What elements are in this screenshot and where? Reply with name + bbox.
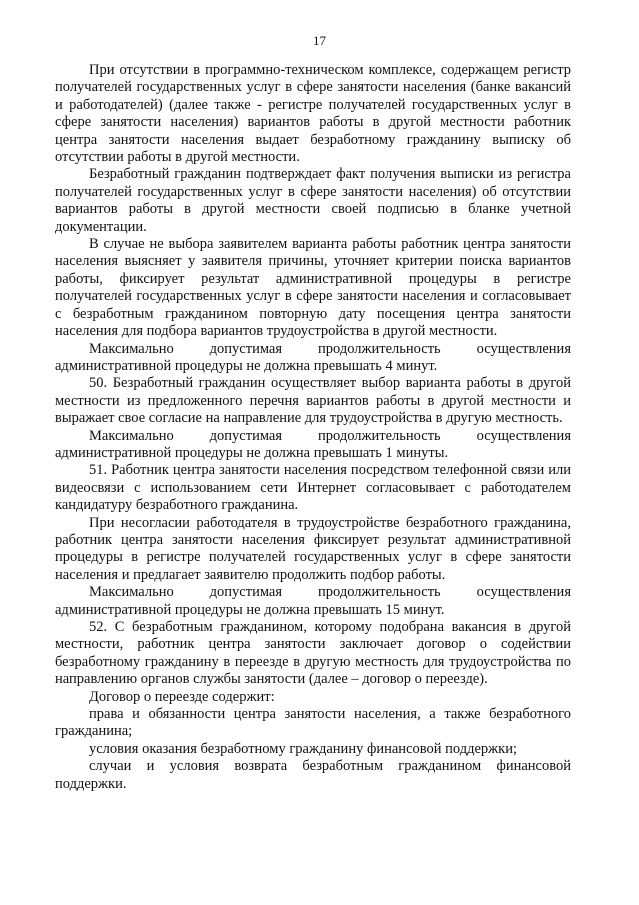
paragraph-agreement-contents: Договор о переезде содержит:: [89, 688, 275, 705]
paragraph-signature-confirmation: Безработный гражданин подтверждает факт получения выписки из регистра получателей государственных услуг в сфере занятости населения) об отсутствии вариантов работы в другой местности своей подписью в бланке учетной документации.: [55, 166, 571, 235]
paragraph-rights-obligations: права и обязанности центра занятости населения, а также безработного гражданина;: [55, 706, 571, 740]
paragraph-refund-conditions: случаи и условия возврата безработным гражданином финансовой поддержки.: [55, 758, 571, 792]
paragraph-max-duration-4-min: Максимально допустимая продолжительность осуществления административной процедуры не должна превышать 4 минут.: [55, 340, 571, 374]
paragraph-item-51: 51. Работник центра занятости населения посредством телефонной связи или видеосвязи с использованием сети Интернет согласовывает с работодателем кандидатуру безработного гражданина.: [55, 462, 571, 514]
paragraph-max-duration-15-min: Максимально допустимая продолжительность осуществления административной процедуры не должна превышать 15 минут.: [55, 584, 571, 618]
document-body: [55, 62, 571, 793]
paragraph-employer-disagreement: При несогласии работодателя в трудоустройстве безработного гражданина, работник центра занятости населения фиксирует результат административной процедуры в регистре получателей государственных услуг в сфере занятости населения и предлагает заявителю продолжить подбор работы.: [55, 514, 571, 583]
paragraph-no-choice-case: В случае не выбора заявителем варианта работы работник центра занятости населения выясняет у заявителя причины, уточняет критерии поиска вариантов работы, фиксирует результат административной процедуры в регистре получателей государственных услуг в сфере занятости населения и согласовывает с безработным гражданином повторную дату посещения центра занятости населения для подбора вариантов трудоустройства в другой местности.: [55, 236, 571, 340]
paragraph-no-vacancies-statement: При отсутствии в программно-техническом комплексе, содержащем регистр получателей государственных услуг в сфере занятости населения (банке вакансий и работодателей) (далее также - регистре получателей государственных услуг в сфере занятости населения) вариантов работы в другой местности работник центра занятости населения выдает безработному гражданину выписку об отсутствии работы в другой местности.: [55, 62, 571, 166]
paragraph-financial-support-conditions: условия оказания безработному гражданину финансовой поддержки;: [89, 740, 518, 757]
paragraph-max-duration-1-min: Максимально допустимая продолжительность осуществления административной процедуры не должна превышать 1 минуты.: [55, 427, 571, 461]
paragraph-item-52: 52. С безработным гражданином, которому подобрана вакансия в другой местности, работник центра занятости заключает договор о содействии безработному гражданину в переезде в другую местность для трудоустройства по направлению органов службы занятости (далее – договор о переезде).: [55, 619, 571, 688]
page-number: 17: [313, 33, 326, 48]
paragraph-item-50: 50. Безработный гражданин осуществляет выбор варианта работы в другой местности из предложенного перечня вариантов работы в другой местности и выражает свое согласие на направление для трудоустройства в другую местность.: [55, 375, 571, 427]
